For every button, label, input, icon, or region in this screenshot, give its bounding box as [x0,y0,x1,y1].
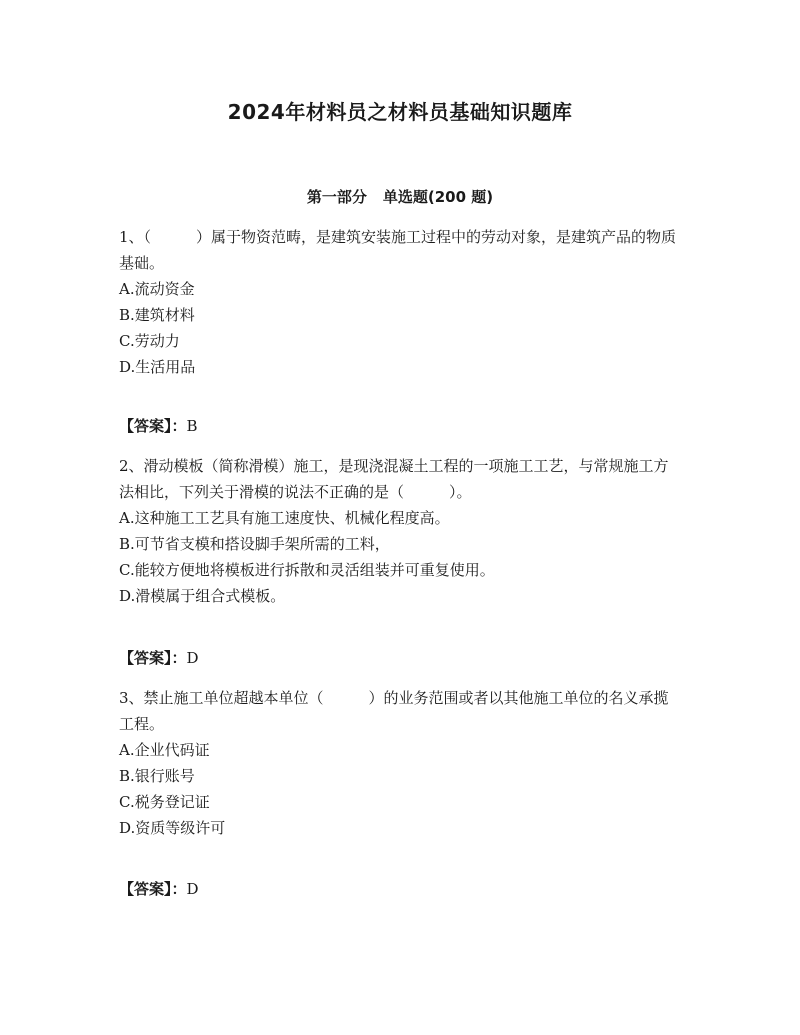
question-3 [119,685,679,841]
option-a: A.流动资金 [119,280,195,298]
question-stem: 3、禁止施工单位超越本单位（ ）的业务范围或者以其他施工单位的名义承揽工程。 [119,689,669,733]
question-stem: 2、滑动模板（简称滑模）施工，是现浇混凝土工程的一项施工工艺，与常规施工方法相比，下列关于滑模的说法不正确的是（ ）。 [119,457,669,501]
section-part: 第一部分 [306,188,367,206]
option-b: B.建筑材料 [119,306,195,324]
option-d: D.生活用品 [119,358,196,376]
section-title [0,186,800,207]
option-a: A.这种施工工艺具有施工速度快、机械化程度高。 [119,509,450,527]
option-c: C.能较方便地将模板进行拆散和灵活组装并可重复使用。 [119,561,495,579]
answer-value: D [186,880,199,898]
option-c: C.税务登记证 [119,793,210,811]
section-name: 单选题(200 题) [382,188,494,206]
option-d: D.滑模属于组合式模板。 [119,587,286,605]
option-b: B.可节省支模和搭设脚手架所需的工料， [119,535,390,553]
answer-value: D [186,649,199,667]
answer-label: 【答案】： [119,649,187,667]
answer-3 [119,876,199,902]
option-a: A.企业代码证 [119,741,210,759]
answer-2 [119,645,199,671]
answer-value: B [186,417,198,435]
question-2 [119,453,679,609]
answer-label: 【答案】： [119,417,187,435]
document-title: 2024年材料员之材料员基础知识题库 [227,100,573,124]
option-b: B.银行账号 [119,767,195,785]
option-c: C.劳动力 [119,332,180,350]
question-1 [119,224,679,380]
option-d: D.资质等级许可 [119,819,226,837]
answer-1 [119,413,198,439]
question-stem: 1、（ ）属于物资范畴，是建筑安装施工过程中的劳动对象，是建筑产品的物质基础。 [119,228,677,272]
answer-label: 【答案】： [119,880,187,898]
